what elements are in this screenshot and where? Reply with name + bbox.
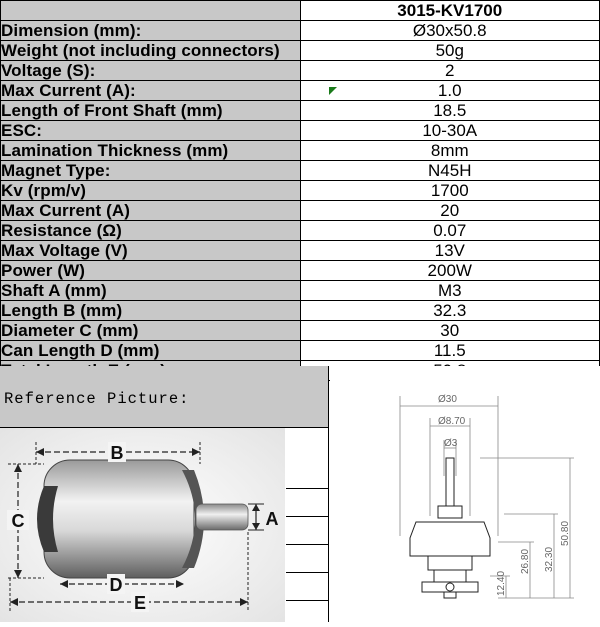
spec-row — [1, 321, 600, 341]
model-header: 3015-KV1700 — [300, 1, 600, 21]
spec-row — [1, 261, 600, 281]
spec-value: 2 — [300, 61, 600, 81]
spec-row — [1, 141, 600, 161]
drawing-h2680-label: 26.80 — [520, 548, 531, 574]
spec-row — [1, 341, 600, 361]
spec-value: 50g — [300, 41, 600, 61]
spec-row — [1, 161, 600, 181]
spec-value: 18.5 — [300, 101, 600, 121]
spec-label: Resistance (Ω) — [1, 221, 301, 241]
technical-drawing — [330, 366, 600, 622]
spec-label: Power (W) — [1, 261, 301, 281]
drawing-h1240-label: 12.40 — [496, 570, 507, 596]
spec-label: Magnet Type: — [1, 161, 301, 181]
spec-label: Shaft A (mm) — [1, 281, 301, 301]
spec-label: Lamination Thickness (mm) — [1, 141, 301, 161]
motor-illustration-area — [0, 428, 329, 622]
dimension-e-label: E — [133, 593, 147, 613]
spec-value: 8mm — [300, 141, 600, 161]
drawing-d870-label: Ø8.70 — [438, 416, 466, 427]
spec-label: Length B (mm) — [1, 301, 301, 321]
spec-value: 13V — [300, 241, 600, 261]
dimension-a-label: A — [265, 509, 279, 529]
spec-label: Voltage (S): — [1, 61, 301, 81]
reference-picture-label: Reference Picture: — [4, 390, 190, 408]
spec-label: ESC: — [1, 121, 301, 141]
spec-label: Dimension (mm): — [1, 21, 301, 41]
spec-value: 1.0 — [300, 81, 600, 101]
dimension-c-label: C — [11, 511, 25, 531]
spec-label: Length of Front Shaft (mm) — [1, 101, 301, 121]
spec-value: 11.5 — [300, 341, 600, 361]
spec-value: 30 — [300, 321, 600, 341]
spec-row — [1, 121, 600, 141]
dimension-d-label: D — [109, 575, 123, 595]
spec-label: Max Voltage (V) — [1, 241, 301, 261]
drawing-h3230-label: 32.30 — [544, 546, 555, 572]
spec-row — [1, 21, 600, 41]
spec-label: Diameter C (mm) — [1, 321, 301, 341]
spec-row — [1, 81, 600, 101]
spec-value: 10-30A — [300, 121, 600, 141]
drawing-d3-label: Ø3 — [444, 438, 458, 449]
spec-value: 32.3 — [300, 301, 600, 321]
drawing-d30-label: Ø30 — [438, 394, 457, 405]
spec-row — [1, 221, 600, 241]
header-blank-cell — [1, 1, 301, 21]
spec-row — [1, 101, 600, 121]
spec-value: 200W — [300, 261, 600, 281]
spec-row — [1, 301, 600, 321]
spec-value: 20 — [300, 201, 600, 221]
spec-value: 1700 — [300, 181, 600, 201]
comment-marker-icon — [329, 87, 337, 95]
spec-row — [1, 41, 600, 61]
spec-row — [1, 61, 600, 81]
spec-value: 0.07 — [300, 221, 600, 241]
motor-diagram — [0, 428, 329, 622]
spec-value: N45H — [300, 161, 600, 181]
spec-row — [1, 281, 600, 301]
spec-row — [1, 201, 600, 221]
spec-label: Kv (rpm/v) — [1, 181, 301, 201]
dimension-b-label: B — [110, 443, 124, 463]
spec-label: Can Length D (mm) — [1, 341, 301, 361]
spec-value: Ø30x50.8 — [300, 21, 600, 41]
spec-label: Weight (not including connectors) — [1, 41, 301, 61]
spec-value: M3 — [300, 281, 600, 301]
drawing-h5080-label: 50.80 — [560, 520, 571, 546]
header-row — [1, 1, 600, 21]
technical-drawing-area — [330, 366, 600, 622]
spec-row — [1, 241, 600, 261]
spec-label: Max Current (A) — [1, 201, 301, 221]
spec-row — [1, 181, 600, 201]
spec-label: Max Current (A): — [1, 81, 301, 101]
